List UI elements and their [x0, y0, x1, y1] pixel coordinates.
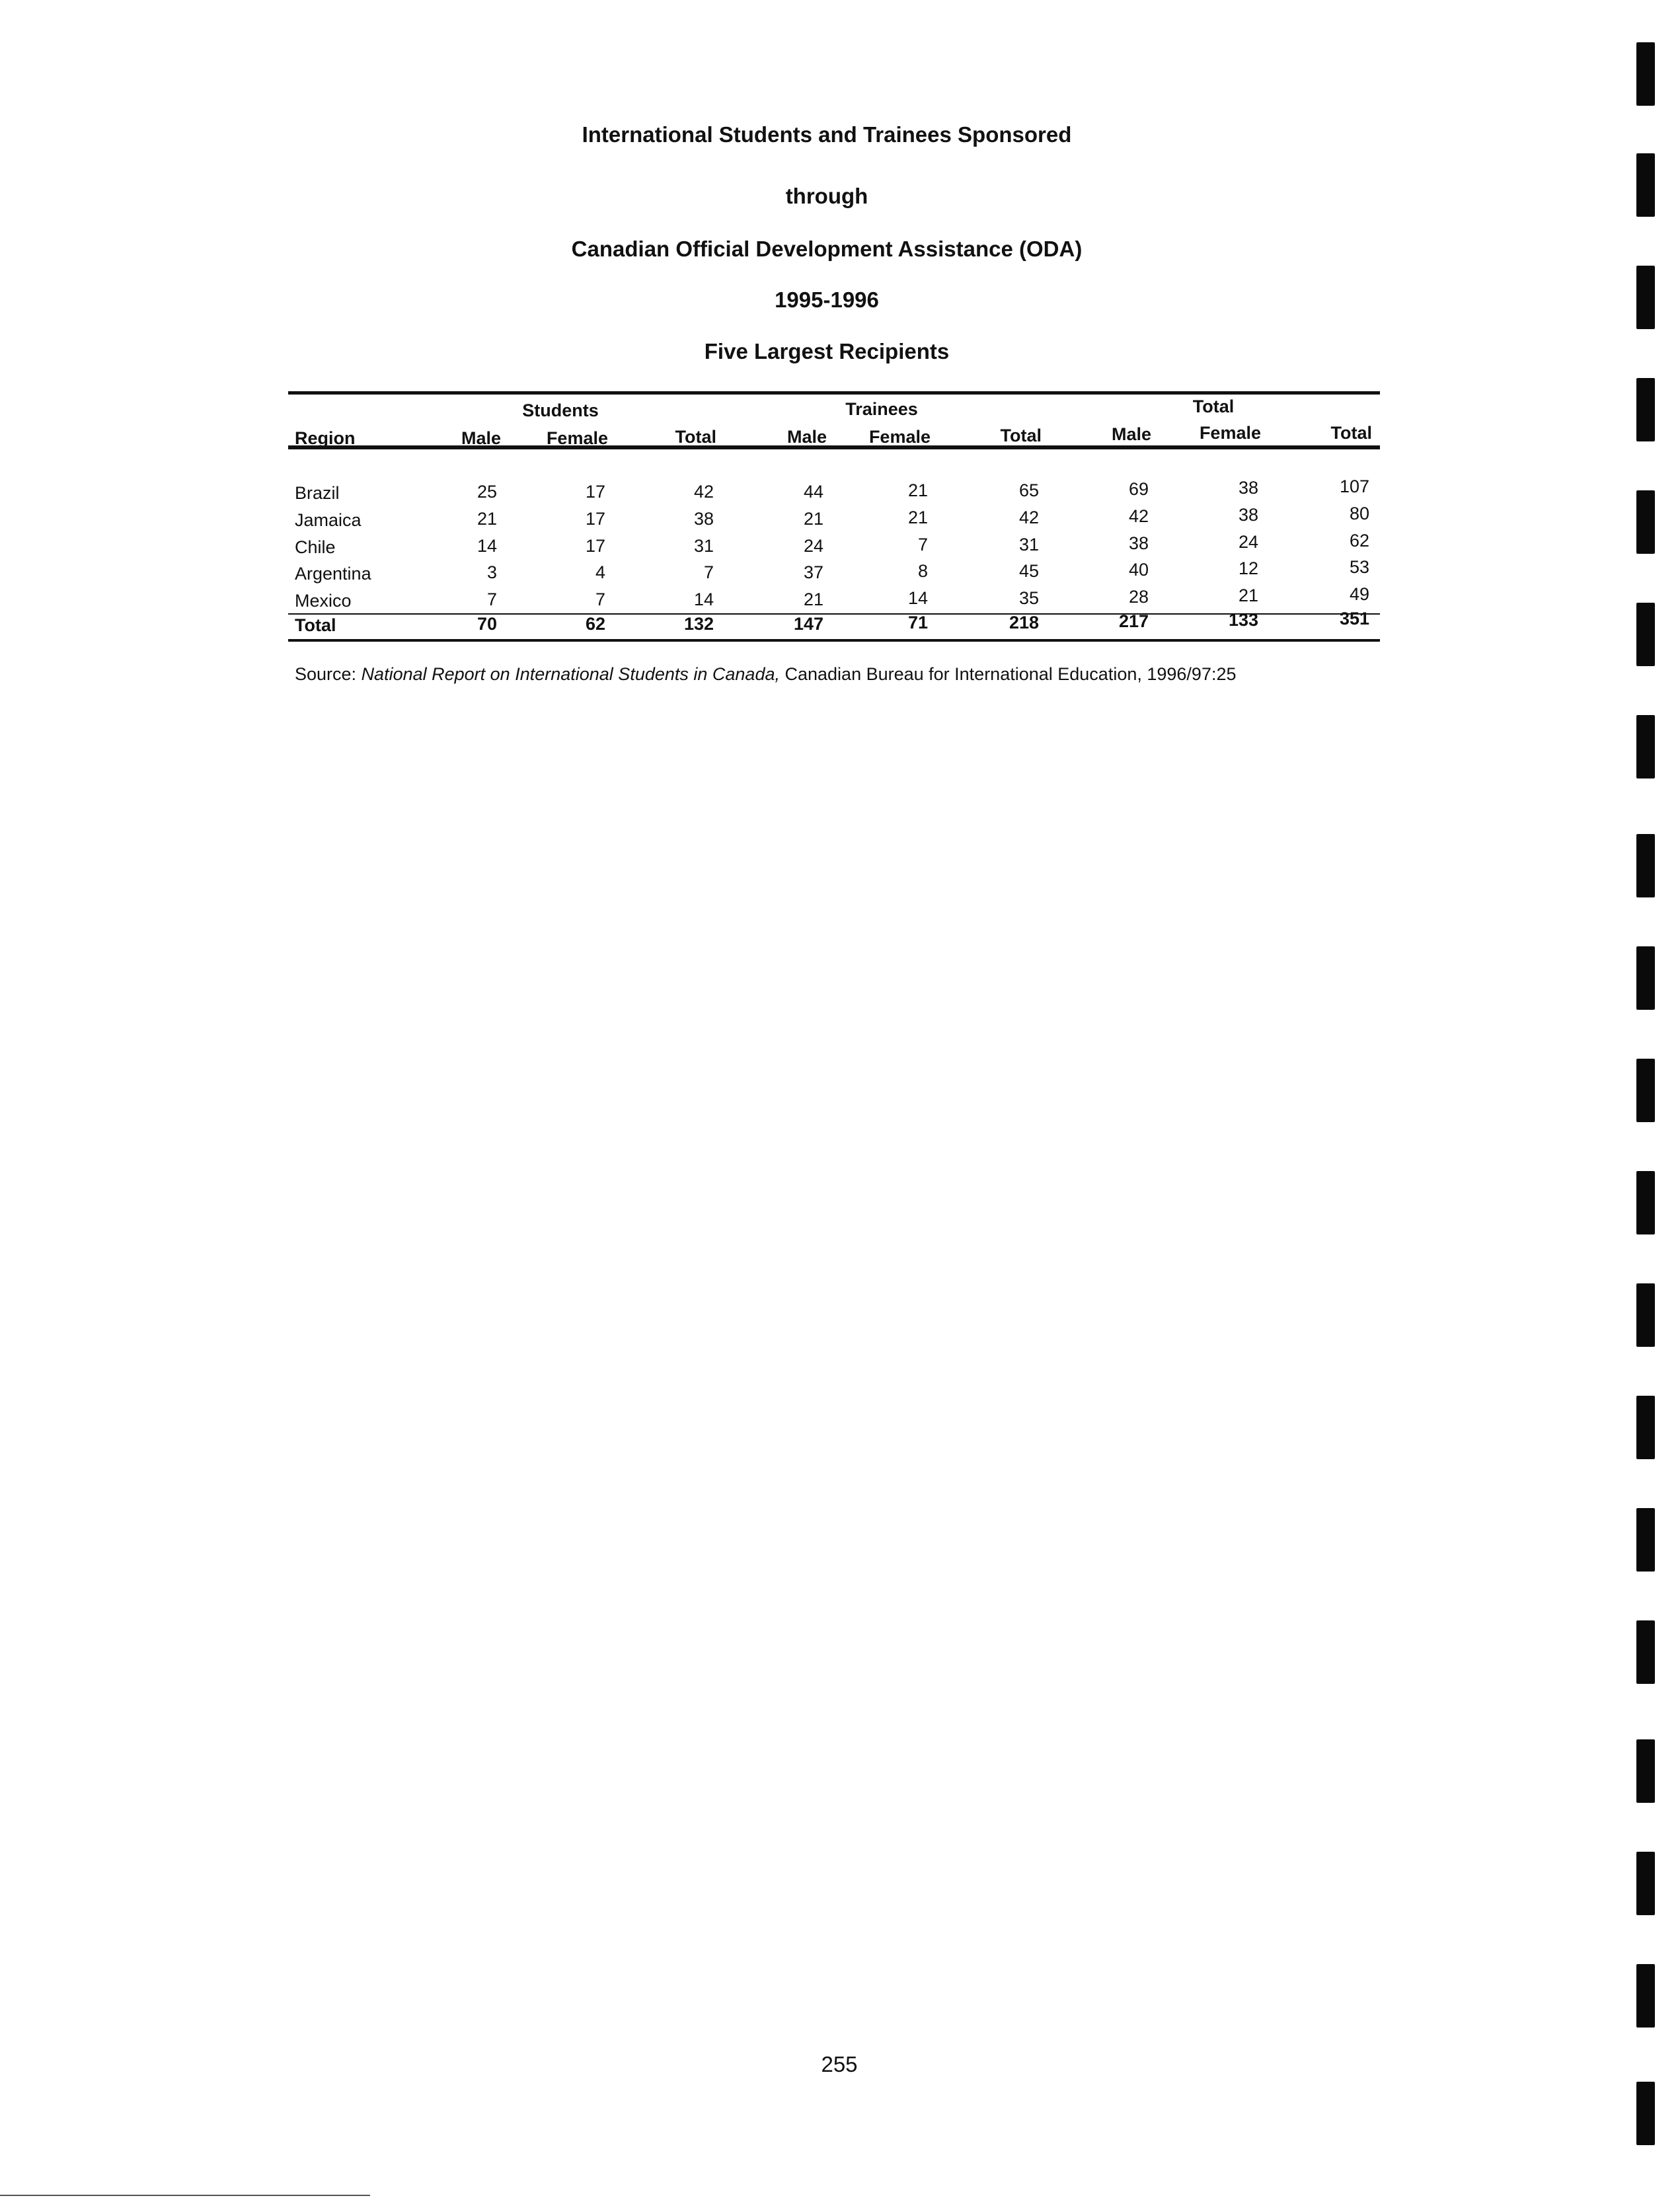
col-header-students-female: Female — [546, 428, 608, 448]
cell-students-total: 42 — [693, 482, 714, 502]
total-students-male: 70 — [477, 614, 497, 634]
row-region: Brazil — [295, 483, 340, 503]
cell-students-male: 7 — [486, 589, 497, 609]
table-top-rule — [288, 391, 1380, 395]
total-row-label: Total — [295, 615, 336, 635]
col-header-total-male: Male — [1111, 424, 1151, 444]
group-header-trainees: Trainees — [845, 399, 918, 419]
cell-students-male: 3 — [486, 562, 497, 582]
row-region: Mexico — [295, 591, 352, 611]
total-trainees-female: 71 — [907, 613, 928, 632]
binder-mark — [1636, 42, 1655, 106]
cell-trainees-male: 21 — [803, 589, 823, 609]
cell-total-total: 62 — [1349, 531, 1369, 550]
col-header-students-total: Total — [675, 427, 716, 447]
binder-mark — [1636, 1620, 1655, 1684]
col-header-total-total: Total — [1330, 423, 1372, 443]
cell-total-female: 38 — [1238, 478, 1258, 498]
page-number: 255 — [821, 2052, 858, 2076]
cell-trainees-total: 31 — [1018, 535, 1039, 554]
cell-students-female: 17 — [585, 536, 605, 556]
cell-students-total: 7 — [703, 562, 714, 582]
col-header-students-male: Male — [461, 428, 501, 448]
total-trainees-total: 218 — [1009, 613, 1039, 632]
binder-mark — [1636, 1739, 1655, 1803]
group-header-students: Students — [522, 400, 599, 420]
col-header-trainees-total: Total — [1000, 426, 1042, 445]
binder-mark — [1636, 603, 1655, 666]
cell-trainees-male: 21 — [803, 509, 823, 529]
cell-students-female: 17 — [585, 509, 605, 529]
cell-total-total: 107 — [1339, 476, 1369, 496]
cell-students-total: 31 — [693, 536, 714, 556]
binder-mark — [1636, 1059, 1655, 1122]
source-suffix: Canadian Bureau for International Education, 1996/97:25 — [779, 664, 1237, 684]
cell-trainees-female: 21 — [907, 480, 928, 500]
cell-trainees-total: 45 — [1018, 561, 1039, 581]
cell-total-total: 53 — [1349, 557, 1369, 577]
cell-total-male: 38 — [1128, 533, 1149, 553]
cell-total-female: 21 — [1238, 586, 1258, 605]
cell-students-male: 14 — [477, 536, 497, 556]
row-region: Chile — [295, 537, 336, 557]
cell-trainees-total: 35 — [1018, 588, 1039, 608]
cell-trainees-male: 44 — [803, 482, 823, 502]
title-line-2: through — [785, 184, 868, 208]
table-subtitle: Five Largest Recipients — [704, 339, 950, 363]
binder-mark — [1636, 1852, 1655, 1915]
cell-students-female: 4 — [595, 562, 605, 582]
cell-total-male: 69 — [1128, 479, 1149, 499]
group-header-total: Total — [1192, 397, 1235, 416]
cell-trainees-female: 21 — [907, 508, 928, 527]
title-line-3: Canadian Official Development Assistance (ODA) — [571, 237, 1083, 261]
binder-mark — [1636, 153, 1655, 217]
total-students-total: 132 — [683, 614, 714, 634]
binder-mark — [1636, 834, 1655, 897]
cell-trainees-total: 42 — [1018, 508, 1039, 527]
cell-trainees-female: 8 — [917, 561, 928, 581]
cell-trainees-female: 14 — [907, 588, 928, 608]
cell-trainees-total: 65 — [1018, 480, 1039, 500]
cell-total-male: 28 — [1128, 587, 1149, 607]
table-header-rule — [288, 445, 1380, 449]
binder-mark — [1636, 378, 1655, 441]
binder-mark — [1636, 1283, 1655, 1347]
source-title: National Report on International Students in Canada, — [361, 664, 780, 684]
binder-mark — [1636, 1171, 1655, 1234]
title-line-1: International Students and Trainees Sponsored — [582, 122, 1072, 147]
total-students-female: 62 — [585, 614, 605, 634]
total-total-total: 351 — [1339, 609, 1369, 628]
cell-students-total: 38 — [693, 509, 714, 529]
cell-students-male: 21 — [477, 509, 497, 529]
scan-edge-line — [0, 2195, 370, 2196]
cell-trainees-male: 24 — [803, 536, 823, 556]
binder-mark — [1636, 2082, 1655, 2145]
binder-mark — [1636, 946, 1655, 1010]
col-header-total-female: Female — [1199, 423, 1261, 443]
total-total-female: 133 — [1228, 610, 1258, 630]
binder-mark — [1636, 715, 1655, 778]
cell-students-total: 14 — [693, 589, 714, 609]
cell-trainees-female: 7 — [917, 535, 928, 554]
col-header-trainees-female: Female — [868, 427, 931, 447]
row-region: Argentina — [295, 564, 371, 584]
cell-total-female: 38 — [1238, 505, 1258, 525]
cell-total-total: 80 — [1349, 504, 1369, 523]
cell-total-male: 40 — [1128, 560, 1149, 580]
source-prefix: Source: — [295, 664, 362, 684]
title-line-4: 1995-1996 — [775, 287, 879, 312]
cell-total-male: 42 — [1128, 506, 1149, 526]
binder-mark — [1636, 1964, 1655, 2028]
cell-students-male: 25 — [477, 482, 497, 502]
binder-mark — [1636, 266, 1655, 329]
source-note — [295, 664, 1237, 685]
col-header-trainees-male: Male — [786, 427, 827, 447]
cell-students-female: 17 — [585, 482, 605, 502]
table-bottom-rule — [288, 639, 1380, 642]
binder-mark — [1636, 1508, 1655, 1572]
cell-total-female: 24 — [1238, 532, 1258, 552]
cell-students-female: 7 — [595, 589, 605, 609]
col-header-region: Region — [295, 428, 356, 448]
total-trainees-male: 147 — [793, 614, 823, 634]
binder-mark — [1636, 490, 1655, 554]
row-region: Jamaica — [295, 510, 362, 530]
cell-trainees-male: 37 — [803, 562, 823, 582]
binder-mark — [1636, 1396, 1655, 1459]
total-total-male: 217 — [1118, 611, 1149, 631]
cell-total-female: 12 — [1238, 558, 1258, 578]
cell-total-total: 49 — [1349, 584, 1369, 604]
